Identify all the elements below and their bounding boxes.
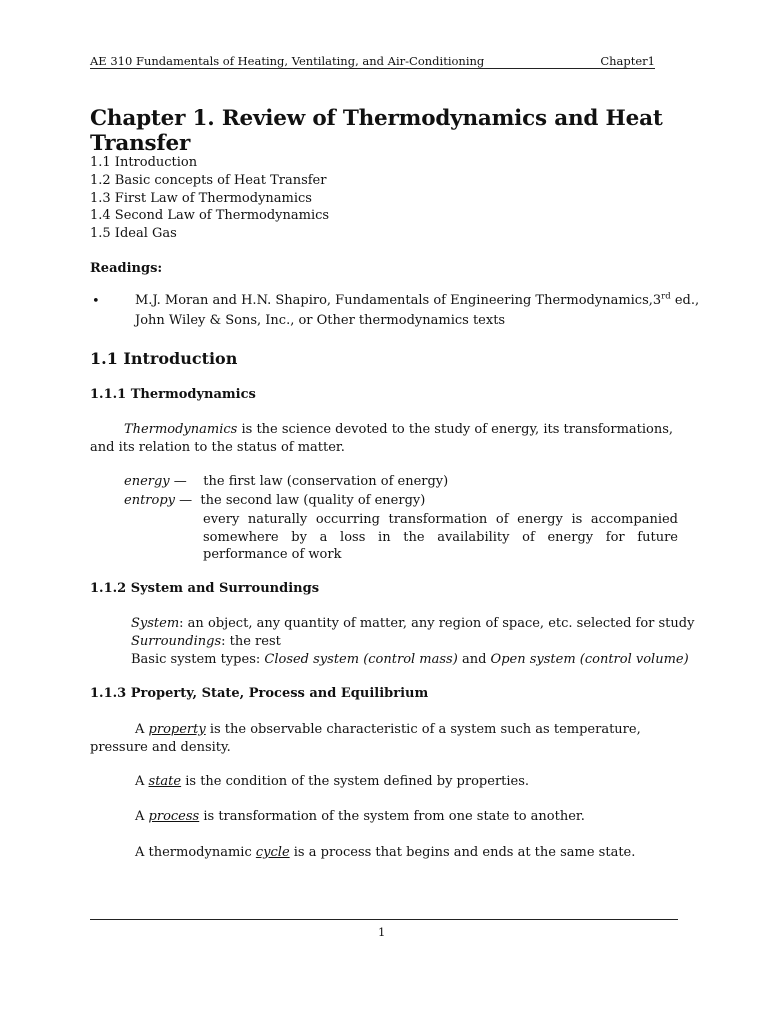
process-definition [135,809,585,824]
term-state: state [148,774,182,789]
system-description: : an object, any quantity of matter, any region of space, etc. selected for study [179,616,695,631]
term-surroundings: Surroundings [131,634,222,649]
definition-text: is the science devoted to the study of energy, its transformations, and its relation to the status of matter. [90,422,674,455]
surroundings-description: : the rest [221,634,281,649]
process-article: A [135,809,149,824]
subsection-heading-property: 1.1.3 Property, State, Process and Equilibrium [90,686,429,701]
cycle-definition [135,845,635,860]
term-cycle: cycle [255,845,290,860]
state-article: A [135,774,149,789]
reading-superscript: rd [661,291,671,302]
toc-item: 1.2 Basic concepts of Heat Transfer [90,172,327,188]
types-prefix: Basic system types: [131,652,265,667]
open-system: Open system (control volume) [490,652,689,667]
entropy-line [124,493,425,508]
reading-main: M.J. Moran and H.N. Shapiro, Fundamentals of Engineering Thermodynamics,3 [135,293,662,308]
state-definition [135,774,529,789]
surroundings-definition [131,634,281,649]
term-thermodynamics: Thermodynamics [124,422,238,437]
property-text: is the observable characteristic of a system such as temperature, pressure and density. [90,722,641,755]
term-system: System [131,616,180,631]
system-types [131,652,689,667]
entropy-note: every naturally occurring transformation of energy is accompanied somewhere by a loss in the availability of energy for future performance of work [203,512,678,562]
state-text: is the condition of the system defined by properties. [181,774,530,789]
reading-line-1 [135,293,699,308]
reading-edition: ed., [670,293,700,308]
footer-divider [90,919,678,920]
section-heading-introduction: 1.1 Introduction [90,349,238,368]
chapter-title: Chapter 1. Review of Thermodynamics and Heat Transfer [90,106,663,156]
subsection-heading-thermodynamics: 1.1.1 Thermodynamics [90,387,256,402]
running-header [90,54,655,69]
term-entropy: entropy [124,493,175,508]
toc-item: 1.5 Ideal Gas [90,226,177,242]
page-number: 1 [378,925,386,939]
toc-item: 1.1 Introduction [90,155,198,170]
term-process: process [148,809,200,824]
process-text: is transformation of the system from one state to another. [199,809,585,824]
energy-description: — the first law (conservation of energy) [169,474,449,489]
bullet-icon: • [92,294,100,309]
types-and: and [457,652,491,667]
energy-line [124,474,448,489]
closed-system: Closed system (control mass) [264,652,458,667]
thermodynamics-definition [90,421,678,456]
property-article: A [135,722,149,737]
toc-item: 1.3 First Law of Thermodynamics [90,190,312,206]
reading-line-2: John Wiley & Sons, Inc., or Other thermodynamics texts [135,313,506,328]
table-of-contents [90,154,329,243]
cycle-prefix: A thermodynamic [135,845,256,860]
toc-item: 1.4 Second Law of Thermodynamics [90,208,330,224]
readings-heading: Readings: [90,261,163,276]
system-definition [131,616,694,631]
header-course-title: AE 310 Fundamentals of Heating, Ventilating, and Air-Conditioning [90,54,485,68]
cycle-text: is a process that begins and ends at the same state. [289,845,636,860]
property-definition [90,721,678,756]
entropy-description: — the second law (quality of energy) [175,493,426,508]
term-energy: energy [124,474,170,489]
term-property: property [148,722,206,737]
header-chapter: Chapter1 [600,54,655,68]
subsection-heading-system: 1.1.2 System and Surroundings [90,581,320,596]
